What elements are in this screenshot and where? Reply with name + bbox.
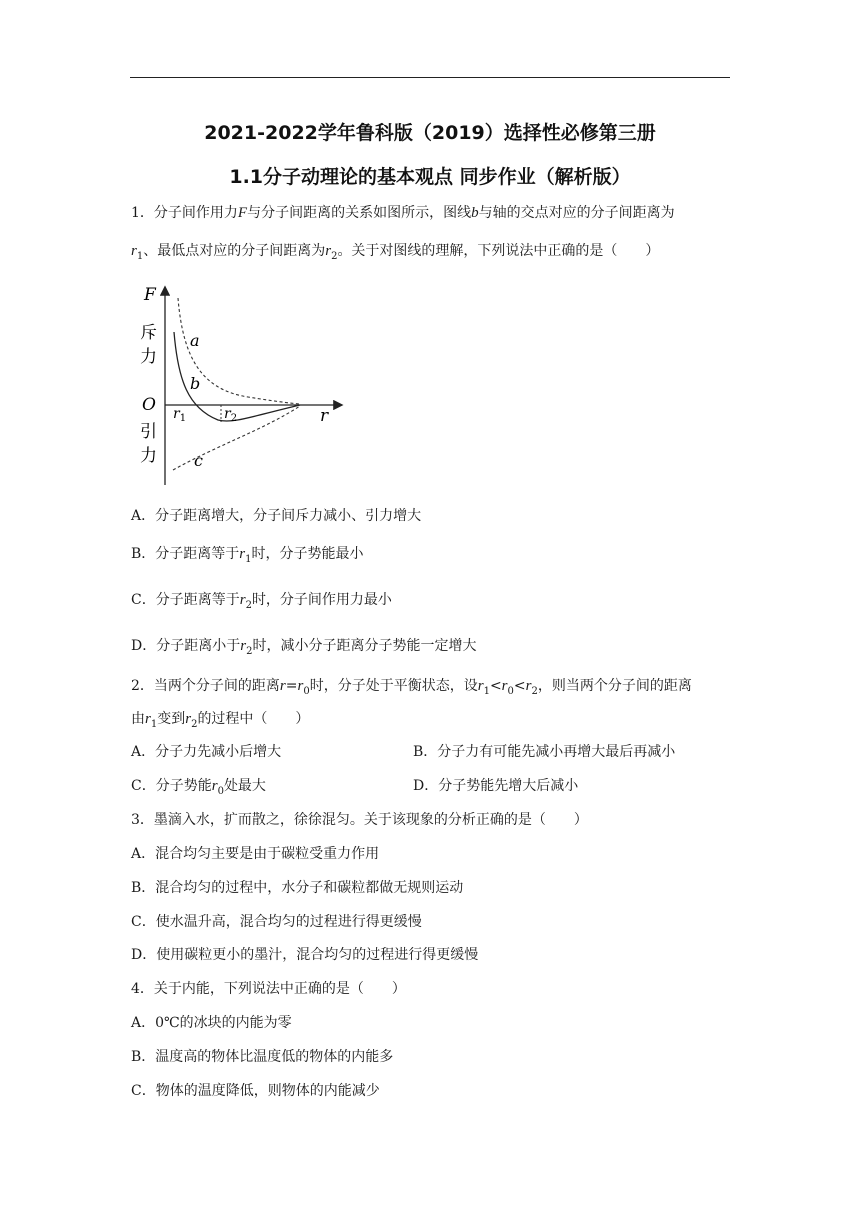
label-curve-b: b bbox=[190, 374, 201, 393]
q2-stem-line2: 由$r_1$变到$r_2$的过程中（ ） bbox=[131, 711, 310, 730]
q1-stem-line1: 1．分子间作用力F与分子间距离的关系如图所示，图线b与轴的交点对应的分子间距离为 bbox=[131, 205, 675, 221]
label-attraction-1: 引 bbox=[140, 422, 157, 442]
label-r1: $r_1$ bbox=[173, 406, 187, 424]
q1-option-d: D．分子距离小于$r_2$时，减小分子距离分子势能一定增大 bbox=[131, 638, 477, 657]
q4-option-c: C．物体的温度降低，则物体的内能减少 bbox=[131, 1083, 380, 1099]
q1-stem-line2: $r_1$、最低点对应的分子间距离为$r_2$。关于对图线的理解，下列说法中正确的是（ ） bbox=[131, 243, 660, 262]
q1-option-c: C．分子距离等于$r_2$时，分子间作用力最小 bbox=[131, 592, 392, 611]
label-repulsion-1: 斥 bbox=[140, 323, 157, 343]
q4-stem: 4．关于内能，下列说法中正确的是（ ） bbox=[131, 981, 406, 997]
label-r2: $r_2$ bbox=[224, 406, 238, 424]
q1-option-b: B．分子距离等于$r_1$时，分子势能最小 bbox=[131, 546, 364, 565]
q4-option-a: A．0℃的冰块的内能为零 bbox=[131, 1015, 292, 1031]
document-subtitle: 1.1分子动理论的基本观点 同步作业（解析版） bbox=[229, 166, 631, 188]
q3-option-a: A．混合均匀主要是由于碳粒受重力作用 bbox=[131, 846, 380, 862]
header-rule bbox=[130, 77, 730, 78]
q3-option-c: C．使水温升高，混合均匀的过程进行得更缓慢 bbox=[131, 914, 422, 930]
label-F: F bbox=[144, 285, 156, 305]
label-curve-a: a bbox=[190, 331, 200, 350]
q2-option-a: A．分子力先减小后增大 bbox=[131, 744, 282, 760]
label-origin: O bbox=[142, 395, 156, 415]
label-curve-c: c bbox=[194, 451, 203, 470]
label-r-axis: r bbox=[320, 406, 329, 426]
q4-option-b: B．温度高的物体比温度低的物体的内能多 bbox=[131, 1049, 394, 1065]
q2-stem-line1: 2．当两个分子间的距离$r=r_0$时，分子处于平衡状态，设$r_1<r_0<r_2$，则当两个分子间的距离 bbox=[131, 678, 692, 697]
q3-stem: 3．墨滴入水，扩而散之，徐徐混匀。关于该现象的分析正确的是（ ） bbox=[131, 812, 588, 828]
label-repulsion-2: 力 bbox=[140, 347, 157, 367]
q2-option-d: D．分子势能先增大后减小 bbox=[413, 778, 579, 794]
q3-option-d: D．使用碳粒更小的墨汁，混合均匀的过程进行得更缓慢 bbox=[131, 947, 479, 963]
document-title: 2021-2022学年鲁科版（2019）选择性必修第三册 bbox=[204, 122, 656, 144]
q2-option-c: C．分子势能$r_0$处最大 bbox=[131, 778, 266, 797]
q2-option-b: B．分子力有可能先减小再增大最后再减小 bbox=[413, 744, 676, 760]
force-distance-graph bbox=[128, 280, 358, 490]
q3-option-b: B．混合均匀的过程中，水分子和碳粒都做无规则运动 bbox=[131, 880, 464, 896]
label-attraction-2: 力 bbox=[140, 446, 157, 466]
q1-option-a: A．分子距离增大，分子间斥力减小、引力增大 bbox=[131, 508, 422, 524]
